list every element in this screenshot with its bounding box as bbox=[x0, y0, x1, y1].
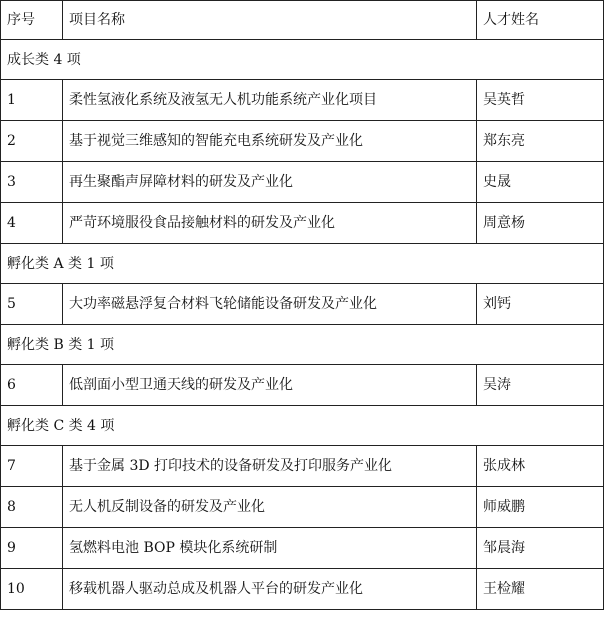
person-cell: 师威鹏 bbox=[477, 487, 604, 528]
seq-cell: 3 bbox=[1, 162, 63, 203]
table-row bbox=[1, 162, 604, 203]
table-row bbox=[1, 487, 604, 528]
seq-cell: 1 bbox=[1, 80, 63, 121]
seq-cell: 9 bbox=[1, 528, 63, 569]
project-cell: 柔性氢液化系统及液氢无人机功能系统产业化项目 bbox=[63, 80, 477, 121]
project-cell: 基于视觉三维感知的智能充电系统研发及产业化 bbox=[63, 121, 477, 162]
section-row bbox=[1, 325, 604, 365]
person-cell: 郑东亮 bbox=[477, 121, 604, 162]
table-row bbox=[1, 203, 604, 244]
project-cell: 氢燃料电池 BOP 模块化系统研制 bbox=[63, 528, 477, 569]
project-cell: 再生聚酯声屏障材料的研发及产业化 bbox=[63, 162, 477, 203]
person-cell: 周意杨 bbox=[477, 203, 604, 244]
project-cell: 基于金属 3D 打印技术的设备研发及打印服务产业化 bbox=[63, 446, 477, 487]
table-row bbox=[1, 121, 604, 162]
seq-cell: 2 bbox=[1, 121, 63, 162]
seq-cell: 5 bbox=[1, 284, 63, 325]
seq-cell: 7 bbox=[1, 446, 63, 487]
seq-cell: 6 bbox=[1, 365, 63, 406]
section-title: 孵化类 A 类 1 项 bbox=[1, 244, 604, 284]
section-title: 孵化类 B 类 1 项 bbox=[1, 325, 604, 365]
header-seq: 序号 bbox=[1, 1, 63, 40]
person-cell: 刘钙 bbox=[477, 284, 604, 325]
person-cell: 张成林 bbox=[477, 446, 604, 487]
section-row bbox=[1, 40, 604, 80]
table-row bbox=[1, 365, 604, 406]
table-row bbox=[1, 528, 604, 569]
person-cell: 吴英哲 bbox=[477, 80, 604, 121]
project-cell: 无人机反制设备的研发及产业化 bbox=[63, 487, 477, 528]
project-cell: 低剖面小型卫通天线的研发及产业化 bbox=[63, 365, 477, 406]
header-project-name: 项目名称 bbox=[63, 1, 477, 40]
seq-cell: 8 bbox=[1, 487, 63, 528]
table-row bbox=[1, 569, 604, 610]
person-cell: 王检耀 bbox=[477, 569, 604, 610]
header-person-name: 人才姓名 bbox=[477, 1, 604, 40]
section-title: 孵化类 C 类 4 项 bbox=[1, 406, 604, 446]
section-title: 成长类 4 项 bbox=[1, 40, 604, 80]
table-row bbox=[1, 80, 604, 121]
section-row bbox=[1, 244, 604, 284]
project-cell: 大功率磁悬浮复合材料飞轮储能设备研发及产业化 bbox=[63, 284, 477, 325]
table-body bbox=[1, 1, 604, 610]
table-header-row bbox=[1, 1, 604, 40]
project-cell: 严苛环境服役食品接触材料的研发及产业化 bbox=[63, 203, 477, 244]
seq-cell: 4 bbox=[1, 203, 63, 244]
project-cell: 移载机器人驱动总成及机器人平台的研发产业化 bbox=[63, 569, 477, 610]
person-cell: 史晟 bbox=[477, 162, 604, 203]
section-row bbox=[1, 406, 604, 446]
table-row bbox=[1, 284, 604, 325]
person-cell: 吴涛 bbox=[477, 365, 604, 406]
person-cell: 邹晨海 bbox=[477, 528, 604, 569]
table-row bbox=[1, 446, 604, 487]
seq-cell: 10 bbox=[1, 569, 63, 610]
